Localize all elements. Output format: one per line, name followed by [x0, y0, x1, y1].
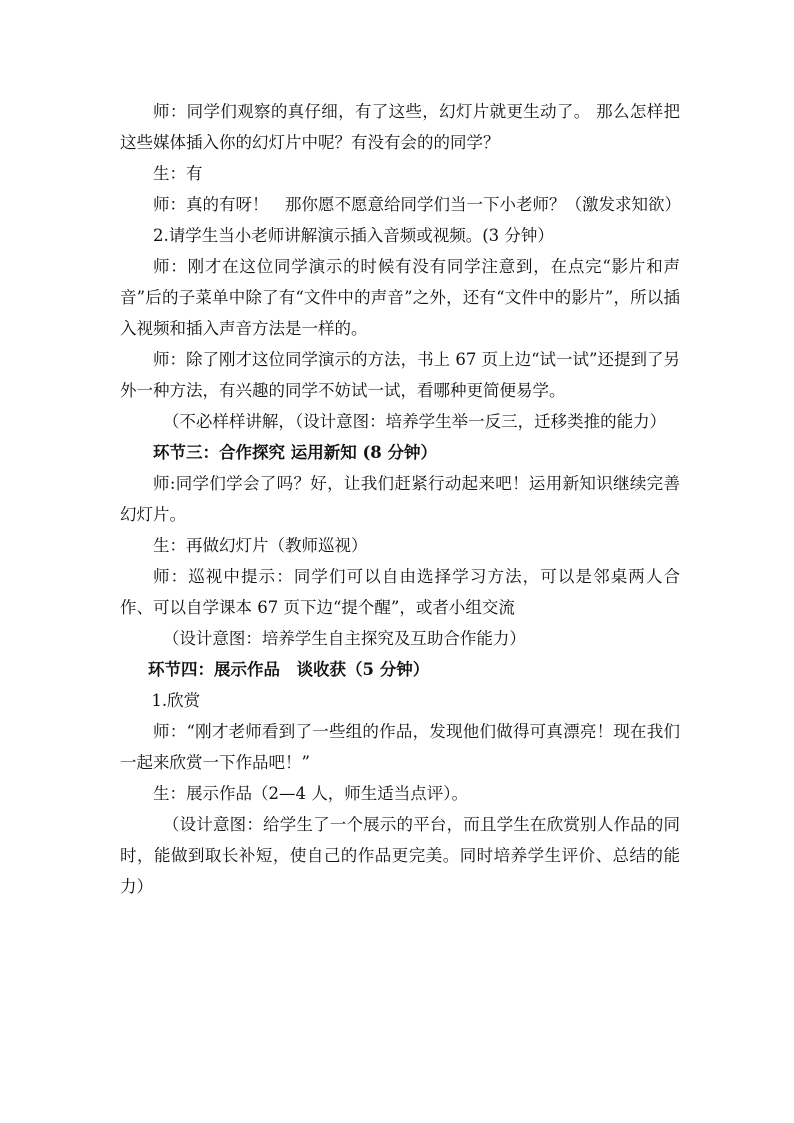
teacher-line-tour-tips: 师：巡视中提示：同学们可以自由选择学习方法，可以是邻桌两人合作、可以自学课本 67 页下边“提个醒”，或者小组交流	[120, 567, 680, 617]
step-2-demo: 2.请学生当小老师讲解演示插入音频或视频。(3 分钟）	[153, 226, 554, 245]
section-heading-step-3: 环节三：合作探究 运用新知 (8 分钟）	[153, 443, 438, 462]
document-body	[120, 96, 680, 902]
teacher-line-show-works: 师：“刚才老师看到了一些组的作品，发现他们做得可真漂亮！现在我们一起来欣赏一下作品吧！”	[120, 722, 680, 772]
student-line-present: 生：展示作品（2—4 人，师生适当点评）。	[153, 784, 468, 803]
teacher-line-invite: 师：真的有呀！ 那你愿不愿意给同学们当一下小老师？（激发求知欲）	[153, 195, 681, 214]
teacher-line-try-method: 师：除了刚才这位同学演示的方法，书上 67 页上边“试一试”还提到了另外一种方法，有兴趣的同学不妨试一试，看哪种更简便易学。	[120, 350, 680, 400]
design-intent-note-3: （设计意图：给学生了一个展示的平台，而且学生在欣赏别人作品的同时，能做到取长补短，使自己的作品更完美。同时培养学生评价、总结的能力）	[120, 815, 680, 896]
student-line-yes: 生：有	[153, 164, 203, 183]
teacher-line-learned: 师:同学们学会了吗？好，让我们赶紧行动起来吧！运用新知识继续完善幻灯片。	[120, 474, 680, 524]
teacher-line-observation: 师：同学们观察的真仔细，有了这些，幻灯片就更生动了。 那么怎样把这些媒体插入你的幻灯片中呢？有没有会的的同学？	[120, 102, 680, 152]
section-heading-step-4: 环节四：展示作品 谈收获（5 分钟）	[148, 660, 430, 679]
design-intent-note-2: （设计意图：培养学生自主探究及互助合作能力）	[162, 629, 526, 648]
item-appreciate: 1.欣赏	[151, 691, 201, 710]
student-line-redo-slides: 生：再做幻灯片（教师巡视）	[153, 536, 368, 555]
teacher-line-menu-explanation: 师：刚才在这位同学演示的时候有没有同学注意到，在点完“影片和声音”后的子菜单中除了有“文件中的声音”之外，还有“文件中的影片”，所以插入视频和插入声音方法是一样的。	[120, 257, 680, 338]
design-intent-note-1: （不必样样讲解，（设计意图：培养学生举一反三，迁移类推的能力）	[162, 412, 667, 431]
